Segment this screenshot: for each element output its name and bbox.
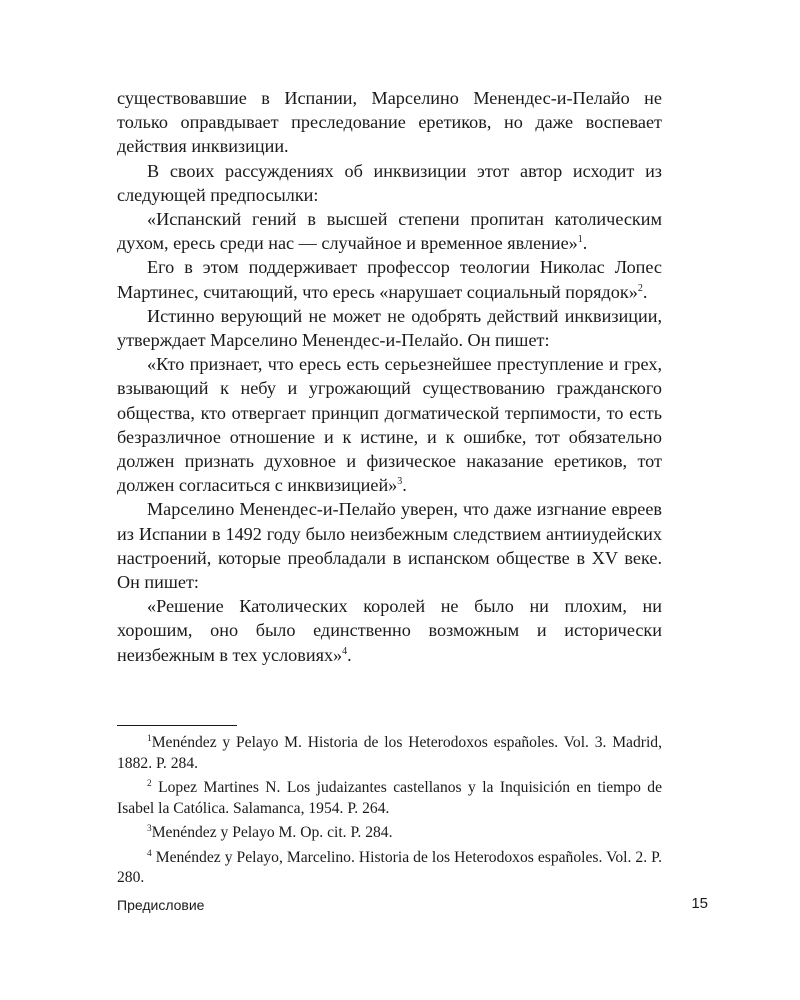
paragraph-ending: .: [347, 644, 352, 665]
paragraph-text: Истинно верующий не может не одобрять действий инквизиции, утверждает Марселино Менендес-и-Пелайо. Он пишет:: [117, 305, 662, 351]
paragraph-6-quote: [117, 352, 662, 497]
footnote-number: 1: [147, 733, 152, 744]
paragraph-text: «Решение Католических королей не было ни плохим, ни хорошим, оно было единственно возможным и исторически неизбежным в тех условиях»: [117, 596, 662, 665]
footnote-ref-1: 1: [577, 234, 583, 246]
paragraph-7: [117, 497, 662, 594]
footnote-separator: [117, 725, 237, 726]
paragraph-1: [117, 86, 662, 159]
footnote-ref-2: 2: [637, 282, 643, 294]
footnote-4: [117, 848, 662, 889]
paragraph-text: Марселино Менендес-и-Пелайо уверен, что даже изгнание евреев из Испании в 1492 году было неизбежным следствием антииудейских настроений, которые преобладали в испанском обществе в XV веке. Он пишет:: [117, 499, 662, 593]
footnote-text: Menéndez y Pelayo, Marcelino. Historia de los Heterodoxos españoles. Vol. 2. P. 280.: [117, 848, 662, 886]
paragraph-2: [117, 159, 662, 207]
footnote-ref-4: 4: [342, 645, 348, 657]
paragraph-text: существовавшие в Испании, Марселино Менендес-и-Пелайо не только оправдывает преследование еретиков, но даже воспевает действия инквизиции.: [117, 88, 662, 157]
paragraph-3-quote: [117, 207, 662, 255]
paragraph-ending: .: [642, 281, 648, 302]
page-number: 15: [691, 895, 708, 912]
paragraph-text: «Кто признает, что ересь есть серьезнейшее преступление и грех, взывающий к небу и угрожающий существованию гражданского общества, кто отвергает принцип догматической терпимости, то есть безразличное отношение и к истине, и к ошибке, тот обязательно должен признать духовное и физическое наказание еретиков, тот должен согласиться с инквизицией»: [117, 354, 662, 496]
footnote-number: 2: [147, 778, 152, 789]
footnote-3: [117, 823, 662, 844]
paragraph-ending: .: [402, 475, 407, 496]
paragraph-ending: .: [582, 233, 588, 254]
footnote-text: Lopez Martines N. Los judaizantes castellanos y la Inquisición en tiempo de Isabel la Católica. Salamanca, 1954. P. 264.: [117, 779, 662, 817]
paragraph-text: В своих рассуждениях об инквизиции этот автор исходит из следующей предпосылки:: [117, 160, 662, 205]
footnote-number: 3: [147, 823, 152, 834]
running-footer-section: Предисловие: [117, 897, 205, 913]
footnote-2: [117, 778, 662, 819]
paragraph-8-quote: [117, 594, 662, 667]
paragraph-text: Его в этом поддерживает профессор теологии Николас Лопес Мартинес, считающий, что ересь «нарушает социальный порядок»: [117, 257, 662, 302]
paragraph-text: «Испанский гений в высшей степени пропитан католическим духом, ересь среди нас — случайное и временное явление»: [117, 209, 662, 254]
paragraph-5: [117, 304, 662, 352]
footnote-number: 4: [147, 848, 152, 859]
footnote-1: [117, 733, 662, 774]
footnote-ref-3: 3: [397, 476, 403, 488]
footnote-text: Menéndez y Pelayo M. Historia de los Heterodoxos españoles. Vol. 3. Madrid, 1882. P. 284.: [117, 734, 662, 772]
main-text: [117, 86, 662, 667]
footnote-text: Menéndez y Pelayo M. Op. cit. P. 284.: [151, 824, 393, 841]
paragraph-4: [117, 255, 662, 303]
footnotes: [117, 733, 662, 893]
